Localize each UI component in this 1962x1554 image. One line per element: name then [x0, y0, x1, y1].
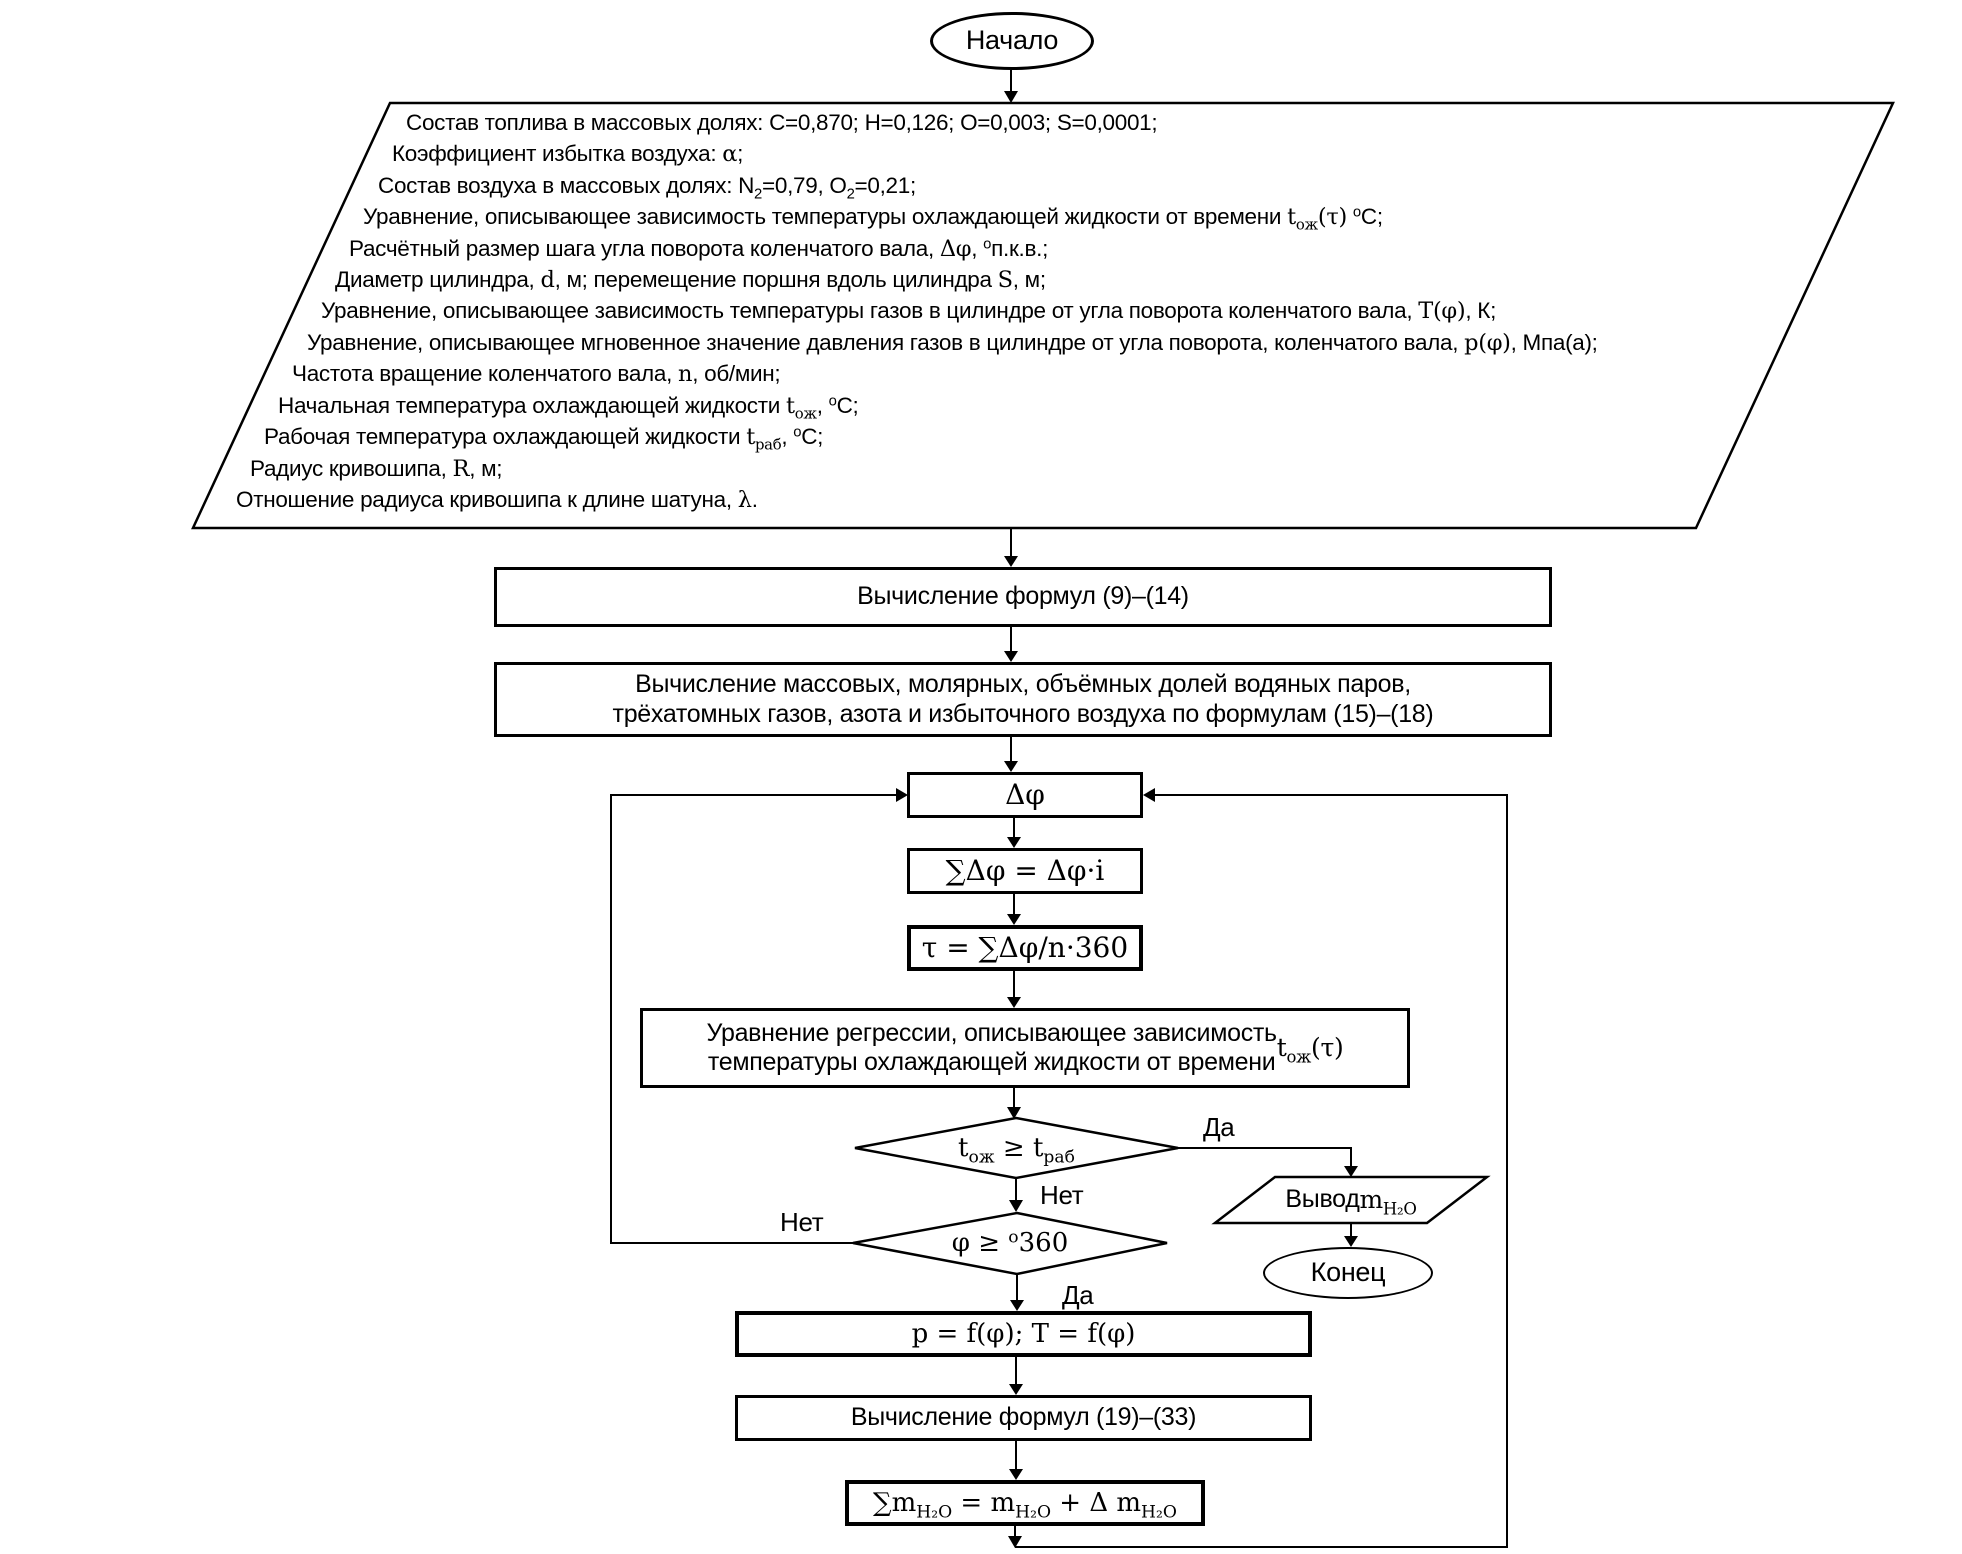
process-sum-delta-phi: ∑Δφ = Δφ·i: [907, 848, 1143, 894]
edge-label-temp-yes: Да: [1203, 1112, 1235, 1142]
edge-label-angle-yes: Да: [1062, 1280, 1094, 1310]
input-line-11: Рабочая температура охлаждающей жидкости $t_{раб}$, $^о$С;: [264, 424, 824, 454]
process-tau: τ = ∑Δφ/n·360: [907, 925, 1143, 971]
input-line-8: Уравнение, описывающее мгновенное значение давления газов в цилиндре от угла поворота, коленчатого вала, p(φ), Мпа(а);: [307, 330, 1598, 356]
process-calc-formulas-19-33: Вычисление формул (19)–(33): [735, 1395, 1312, 1441]
process-delta-phi: Δφ: [907, 772, 1143, 818]
output-m-h2o-label: Вывод $m_{H_2O}$: [1285, 1185, 1417, 1219]
input-line-5: Расчётный размер шага угла поворота коленчатого вала, Δφ, $^о$п.к.в.;: [349, 236, 1049, 262]
input-line-2: Коэффициент избытка воздуха: α;: [392, 141, 744, 167]
arrowhead-output-end: [1344, 1236, 1358, 1247]
input-line-3: Состав воздуха в массовых долях: $N_2=0,79$, $O_2=0,21$;: [378, 173, 916, 203]
process-calc-formulas-9-14: Вычисление формул (9)–(14): [494, 567, 1552, 627]
arrowhead-temp-no: [1009, 1200, 1023, 1212]
input-line-6: Диаметр цилиндра, d, м; перемещение поршня вдоль цилиндра S, м;: [335, 267, 1046, 293]
arrowhead-calc1518-deltaphi: [1004, 761, 1018, 772]
arrowhead-calc1933-summ: [1009, 1469, 1023, 1480]
input-line-9: Частота вращение коленчатого вала, n, об/мин;: [292, 361, 781, 387]
arrowhead-input-calc914: [1004, 556, 1018, 567]
input-line-10: Начальная температура охлаждающей жидкости $t_{ож}$, $^о$С;: [278, 393, 859, 423]
arrowhead-angle-yes: [1010, 1300, 1024, 1311]
arrowhead-regression-decision: [1007, 1107, 1021, 1119]
input-line-7: Уравнение, описывающее зависимость температуры газов в цилиндре от угла поворота коленчатого вала, T(φ), К;: [321, 298, 1497, 324]
decision-temp-label: $t_{ож} \ge t_{раб}$: [958, 1132, 1075, 1168]
arrowhead-start-input: [1004, 91, 1018, 103]
end-terminator: Конец: [1263, 1247, 1433, 1299]
arrowhead-return-into-deltaphi-right: [1143, 788, 1155, 802]
arrowhead-tau-regression: [1007, 997, 1021, 1008]
arrowhead-calc914-calc1518: [1004, 651, 1018, 662]
process-calc-fractions-15-18: Вычисление массовых, молярных, объёмных долей водяных паров, трёхатомных газов, азота и избыточного воздуха по формулам (15)–(18): [494, 662, 1552, 737]
input-line-12: Радиус кривошипа, R, м;: [250, 456, 503, 482]
arrowhead-sum-tau: [1007, 914, 1021, 925]
arrowhead-deltaphi-sum: [1007, 837, 1021, 848]
start-terminator: Начало: [930, 12, 1094, 70]
process-p-t-functions: p = f(φ); T = f(φ): [735, 1311, 1312, 1357]
edge-decision-temp-yes: [1178, 1148, 1351, 1166]
edge-label-angle-no: Нет: [780, 1207, 824, 1237]
input-line-1: Состав топлива в массовых долях: C=0,870; H=0,126; O=0,003; S=0,0001;: [406, 110, 1158, 135]
arrowhead-pt-calc1933: [1009, 1384, 1023, 1395]
input-line-13: Отношение радиуса кривошипа к длине шатуна, λ.: [236, 487, 758, 513]
edge-label-temp-no: Нет: [1040, 1180, 1084, 1210]
process-sum-m-h2o: $\sum m_{H_2O} = m_{H_2O} + \Delta$ $m_{H_2O}$: [845, 1480, 1205, 1526]
process-regression-equation: Уравнение регрессии, описывающее зависимость температуры охлаждающей жидкости от времени $t_{ож}(\tau)$: [640, 1008, 1410, 1088]
input-line-4: Уравнение, описывающее зависимость температуры охлаждающей жидкости от времени $t_{ож}(\tau)$ $^о$С;: [363, 204, 1383, 234]
decision-angle-label: φ ≥ $^о$360: [951, 1227, 1069, 1258]
arrowhead-temp-yes: [1344, 1166, 1358, 1177]
